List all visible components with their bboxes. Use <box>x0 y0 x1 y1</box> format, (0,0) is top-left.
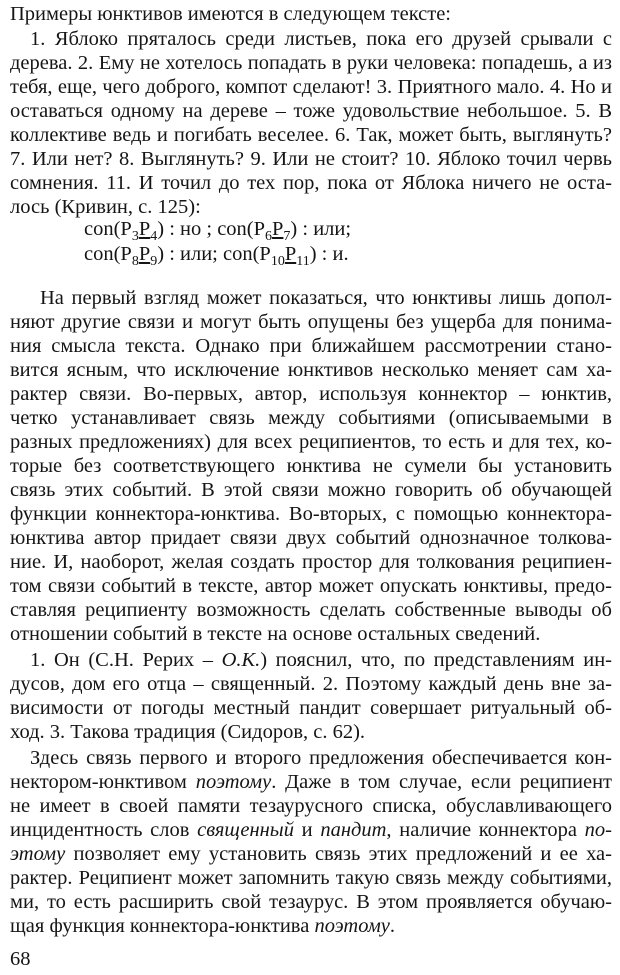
text-line: ния смысла текста. Однако при ближайшем рассмотрении стано- <box>10 335 612 357</box>
text-line: коллективе ведь и погибать веселее. 6. Так, может быть, выглянуть? <box>10 124 612 146</box>
text-line: юнктива автор придает связи двух событий однозначное толкова- <box>10 527 612 549</box>
text-line: Здесь связь первого и второго предложения обеспечивается кон- <box>30 747 612 769</box>
text-line: рактер связи. Во-первых, автор, используя коннектор – юнктив, <box>10 383 612 405</box>
text-line: На первый взгляд может показаться, что юнктивы лишь допол- <box>40 287 612 309</box>
text-line: вится ясным, что исключение юнктивов несколько меняет сам ха- <box>10 359 612 381</box>
text-line: ход. 3. Такова традиция (Сидоров, с. 62). <box>10 721 366 743</box>
formula-line-2: $con(P_8P_9)$ : или; $con(P_{10}P_{11})$ : и. <box>84 243 349 269</box>
text-line: инцидентность слов священный и пандит, наличие коннектора по- <box>10 819 612 841</box>
text-line: нектором-юнктивом поэтому. Даже в том случае, если реципиент <box>10 771 613 793</box>
text-line: четко устанавливает связь между событиями (описываемыми в <box>10 407 612 429</box>
text-line: рактер. Реципиент может запомнить такую связь между событиями, <box>10 867 612 889</box>
text-line: лось (Кривин, с. 125): <box>10 196 201 218</box>
text-line: 1. Яблоко пряталось среди листьев, пока его друзей срывали с <box>30 28 612 50</box>
text-line: дерева. 2. Ему не хотелось попадать в руки человека: попадешь, а из <box>10 52 612 74</box>
text-line: разных предложениях) для всех реципиентов, то есть и для тех, ко- <box>10 431 612 453</box>
text-line: 1. Он (С.Н. Рерих – О.К.) пояснил, что, по представлениям ин- <box>30 649 613 671</box>
text-line: не имеет в своей памяти тезаурусного списка, обуславливающего <box>10 795 612 817</box>
text-line: дусов, дом его отца – священный. 2. Поэтому каждый день вне за- <box>10 673 612 695</box>
text-line: том связи событий в тексте, автор может опускать юнктивы, предо- <box>10 575 612 597</box>
text-line: Примеры юнктивов имеются в следующем тексте: <box>10 3 451 25</box>
text-line: связь этих событий. В этой связи можно говорить об обучающей <box>10 479 612 501</box>
text-line: ставляя реципиенту возможность сделать собственные выводы об <box>10 599 612 621</box>
text-line: оставаться одному на дереве – тоже удовольствие небольшое. 5. В <box>10 100 612 122</box>
text-line: висимости от погоды местный пандит совершает ритуальный об- <box>10 697 612 719</box>
text-line: няют другие связи и могут быть опущены без ущерба для понима- <box>10 311 612 333</box>
formula-line-1: $con(P_3P_4)$ : но ; $con(P_6P_7)$ : или; <box>84 218 352 244</box>
text-line: ние. И, наоборот, желая создать простор для толкования реципиен- <box>10 551 612 573</box>
text-line: торые без соответствующего юнктива не сумели бы установить <box>10 455 612 477</box>
text-line: этому позволяет ему установить связь этих предложений и ее ха- <box>10 843 612 865</box>
page-number: 68 <box>10 948 31 970</box>
text-line: функции коннектора-юнктива. Во-вторых, с помощью коннектора- <box>10 503 612 525</box>
text-line: ми, то есть расширить свой тезаурус. В этом проявляется обучаю- <box>10 891 612 913</box>
text-line: отношении событий в тексте на основе остальных сведений. <box>10 623 541 645</box>
text-line: сомнения. 11. И точил до тех пор, пока от Яблока ничего не оста- <box>10 172 612 194</box>
text-line: тебя, еще, чего доброго, компот сделают! 3. Приятного мало. 4. Но и <box>10 76 612 98</box>
text-line: щая функция коннектора-юнктива поэтому. <box>10 915 396 937</box>
text-line: 7. Или нет? 8. Выглянуть? 9. Или не стоит? 10. Яблоко точил червь <box>10 148 612 170</box>
